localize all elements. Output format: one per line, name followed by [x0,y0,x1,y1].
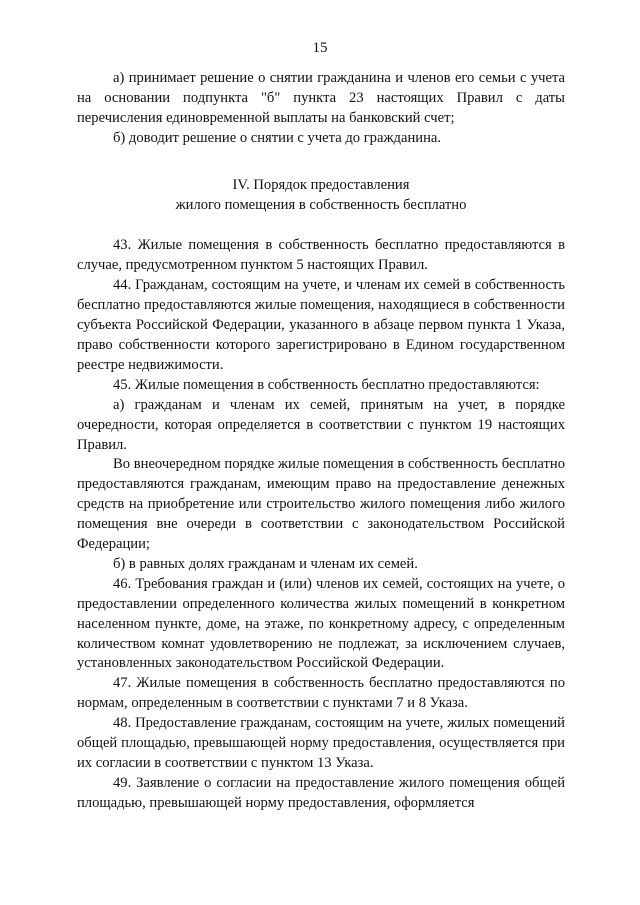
paragraph-49: 49. Заявление о согласии на предоставление жилого помещения общей площадью, превышающей норму предоставления, оформляется [77,774,565,811]
paragraph-45-a: а) гражданам и членам их семей, принятым на учет, в порядке очередности, которая определяется в соответствии с пунктом 19 настоящих Правил. [77,396,565,453]
paragraph-45: 45. Жилые помещения в собственность бесплатно предоставляются: [113,376,540,393]
paragraph-a-decision: а) принимает решение о снятии гражданина и членов его семьи с учета на основании подпункта "б" пункта 23 настоящих Правил с даты перечисления единовременной выплаты на банковский счет; [77,70,565,126]
section-title-line-1: IV. Порядок предоставления [232,176,410,193]
paragraph-47: 47. Жилые помещения в собственность бесплатно предоставляются по нормам, определенным в соответствии с пунктами 7 и 8 Указа. [77,675,565,712]
document-body [77,69,565,814]
section-heading [77,176,565,216]
section-title-line-2: жилого помещения в собственность бесплатно [175,196,467,213]
paragraph-46: 46. Требования граждан и (или) членов их семей, состоящих на учете, о предоставлении определенного количества жилых помещений в конкретном населенном пункте, доме, на этаже, по конкретному адресу, с определенным количеством комнат удовлетворению не подлежат, за исключением случаев, установленных законодательством Российской Федерации. [77,575,565,672]
paragraph-43: 43. Жилые помещения в собственность бесплатно предоставляются в случае, предусмотренном пунктом 5 настоящих Правил. [77,237,565,274]
paragraph-45-b: б) в равных долях гражданам и членам их семей. [113,555,418,572]
page-number: 15 [312,40,328,56]
paragraph-45-a-extra: Во внеочередном порядке жилые помещения в собственность бесплатно предоставляются гражданам, имеющим право на предоставление денежных средств на приобретение или строительство жилого помещения либо жилого помещения вне очереди в соответствии с законодательством Российской Федерации; [77,456,565,553]
paragraph-44: 44. Гражданам, состоящим на учете, и членам их семей в собственность бесплатно предоставляются жилые помещения, находящиеся в собственности субъекта Российской Федерации, указанного в абзаце первом пункта 1 Указа, право собственности которого зарегистрировано в Едином государственном реестре недвижимости. [77,277,565,373]
paragraph-48: 48. Предоставление гражданам, состоящим на учете, жилых помещений общей площадью, превышающей норму предоставления, осуществляется при их согласии в соответствии с пунктом 13 Указа. [77,715,565,771]
paragraph-b-notify: б) доводит решение о снятии с учета до гражданина. [113,129,442,146]
